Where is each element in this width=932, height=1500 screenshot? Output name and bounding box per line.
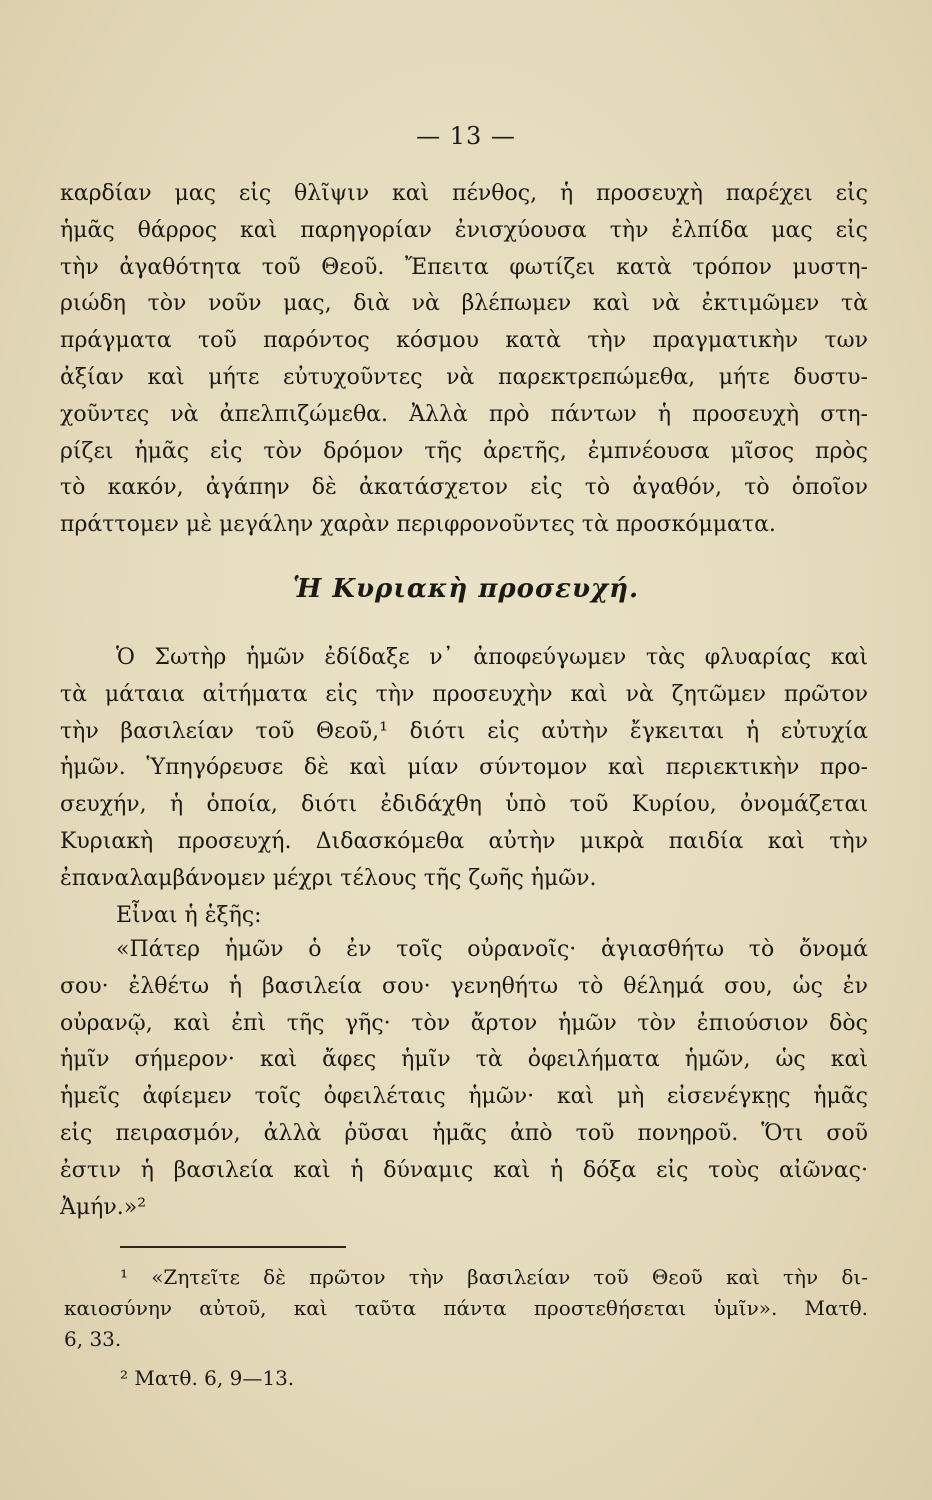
text-line: «Πάτερ ἡμῶν ὁ ἐν τοῖς οὐρανοῖς· ἁγιασθήτω τὸ ὄνομά	[116, 937, 868, 962]
text-line: ριώδη τὸν νοῦν μας, διὰ νὰ βλέπωμεν καὶ νὰ ἐκτιμῶμεν τὰ	[60, 291, 868, 317]
text-line: ἀξίαν καὶ μήτε εὐτυχοῦντες νὰ παρεκτρεπώμεθα, μήτε δυστυ-	[60, 364, 868, 390]
text-line: ἐπαναλαμβάνομεν μέχρι τέλους τῆς ζωῆς ἡμῶν.	[60, 865, 597, 891]
footnote-line: 6, 33.	[64, 1327, 122, 1351]
text-line: σου· ἐλθέτω ἡ βασιλεία σου· γενηθήτω τὸ θέλημά σου, ὡς ἐν	[60, 973, 868, 999]
text-line: Εἶναι ἡ ἑξῆς:	[116, 902, 262, 928]
footnote-divider	[120, 1246, 346, 1248]
text-line: πράττομεν μὲ μεγάλην χαρὰν περιφρονοῦντες τὰ προσκόμματα.	[60, 512, 776, 538]
footnote-line: ¹ «Ζητεῖτε δὲ πρῶτον τὴν βασιλείαν τοῦ Θεοῦ καὶ τὴν δι-	[120, 1265, 868, 1289]
text-line: ἡμεῖς ἀφίεμεν τοῖς ὀφειλέταις ἡμῶν· καὶ μὴ εἰσενέγκῃς ἡμᾶς	[60, 1084, 868, 1110]
text-line: ἡμῶν. Ὑπηγόρευσε δὲ καὶ μίαν σύντομον καὶ περιεκτικὴν προ-	[60, 755, 868, 781]
text-line: καρδίαν μας εἰς θλῖψιν καὶ πένθος, ἡ προσευχὴ παρέχει εἰς	[60, 181, 868, 206]
paragraph-prayer-benefits	[60, 176, 868, 544]
lords-prayer-text	[60, 932, 868, 1226]
paragraph-lords-prayer-intro	[60, 640, 868, 934]
text-line: χοῦντες νὰ ἀπελπιζώμεθα. Ἀλλὰ πρὸ πάντων ἡ προσευχὴ στη-	[60, 401, 868, 427]
text-line: ἡμῖν σήμερον· καὶ ἄφες ἡμῖν τὰ ὀφειλήματα ἡμῶν, ὡς καὶ	[60, 1047, 868, 1073]
text-line: πράγματα τοῦ παρόντος κόσμου κατὰ τὴν πραγματικὴν των	[60, 328, 868, 354]
text-line: τὸ κακόν, ἀγάπην δὲ ἀκατάσχετον εἰς τὸ ἀγαθόν, τὸ ὁποῖον	[60, 475, 868, 501]
text-line: ἡμᾶς θάρρος καὶ παρηγορίαν ἐνισχύουσα τὴν ἐλπίδα μας εἰς	[60, 217, 868, 243]
text-line: Ἀμήν.»²	[60, 1194, 147, 1220]
text-line: τὰ μάταια αἰτήματα εἰς τὴν προσευχὴν καὶ νὰ ζητῶμεν πρῶτον	[60, 681, 868, 707]
text-line: τὴν ἀγαθότητα τοῦ Θεοῦ. Ἔπειτα φωτίζει κατὰ τρόπον μυστη-	[60, 254, 868, 280]
footnotes	[64, 1262, 868, 1394]
text-line: Ὁ Σωτὴρ ἡμῶν ἐδίδαξε ν᾽ ἀποφεύγωμεν τὰς φλυαρίας καὶ	[116, 645, 868, 670]
text-line: τὴν βασιλείαν τοῦ Θεοῦ,¹ διότι εἰς αὐτὴν ἔγκειται ἡ εὐτυχία	[60, 718, 868, 744]
text-line: οὐρανῷ, καὶ ἐπὶ τῆς γῆς· τὸν ἄρτον ἡμῶν τὸν ἐπιούσιον δὸς	[60, 1010, 868, 1036]
footnote-line: ² Ματθ. 6, 9—13.	[120, 1366, 295, 1390]
text-line: ρίζει ἡμᾶς εἰς τὸν δρόμον τῆς ἀρετῆς, ἐμπνέουσα μῖσος πρὸς	[60, 438, 868, 464]
text-line: σευχήν, ἡ ὁποία, διότι ἐδιδάχθη ὑπὸ τοῦ Κυρίου, ὀνομάζεται	[60, 792, 868, 818]
text-line: εἰς πειρασμόν, ἀλλὰ ῥῦσαι ἡμᾶς ἀπὸ τοῦ πονηροῦ. Ὅτι σοῦ	[60, 1120, 868, 1146]
footnote-line: καιοσύνην αὐτοῦ, καὶ ταῦτα πάντα προστεθήσεται ὑμῖν». Ματθ.	[64, 1296, 868, 1320]
page-number: — 13 —	[416, 122, 516, 150]
section-heading: Ἡ Κυριακὴ προσευχή.	[292, 574, 640, 604]
text-line: ἐστιν ἡ βασιλεία καὶ ἡ δύναμις καὶ ἡ δόξα εἰς τοὺς αἰῶνας·	[60, 1157, 868, 1183]
text-line: Κυριακὴ προσευχή. Διδασκόμεθα αὐτὴν μικρὰ παιδία καὶ τὴν	[60, 828, 868, 854]
